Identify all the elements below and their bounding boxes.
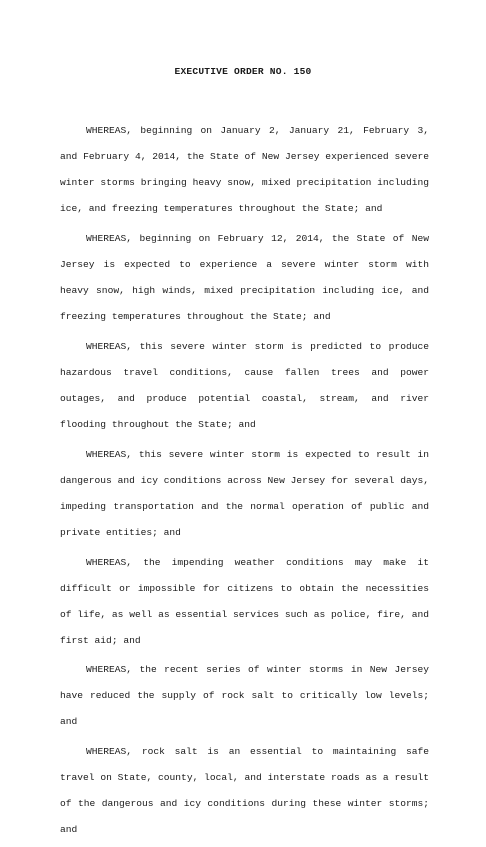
paragraph-4: WHEREAS, this severe winter storm is expected to result in dangerous and icy conditions across New Jersey for several days, impeding transportation and the normal operation of public and private entities; and [60,448,429,538]
paragraph-5: WHEREAS, the impending weather conditions may make it difficult or impossible for citizens to obtain the necessities of life, as well as essential services such as police, fire, and first aid; and [60,556,429,646]
paragraph-3: WHEREAS, this severe winter storm is predicted to produce hazardous travel conditions, cause fallen trees and power outages, and produce potential coastal, stream, and river flooding throughout the State; and [60,340,429,430]
document-body [60,118,429,847]
paragraph-6: WHEREAS, the recent series of winter storms in New Jersey have reduced the supply of rock salt to critically low levels; and [60,664,429,728]
document-title: EXECUTIVE ORDER NO. 150 [174,66,312,77]
paragraph-1: WHEREAS, beginning on January 2, January 21, February 3, and February 4, 2014, the State of New Jersey experienced severe winter storms bringing heavy snow, mixed precipitation including ice, and freezing temperatures throughout the State; and [60,125,429,214]
paragraph-2: WHEREAS, beginning on February 12, 2014, the State of New Jersey is expected to experience a severe winter storm with heavy snow, high winds, mixed precipitation including ice, and freezing temperatures throughout the State; and [60,232,429,322]
paragraph-7: WHEREAS, rock salt is an essential to maintaining safe travel on State, county, local, and interstate roads as a result of the dangerous and icy conditions during these winter storms; and [60,746,429,836]
